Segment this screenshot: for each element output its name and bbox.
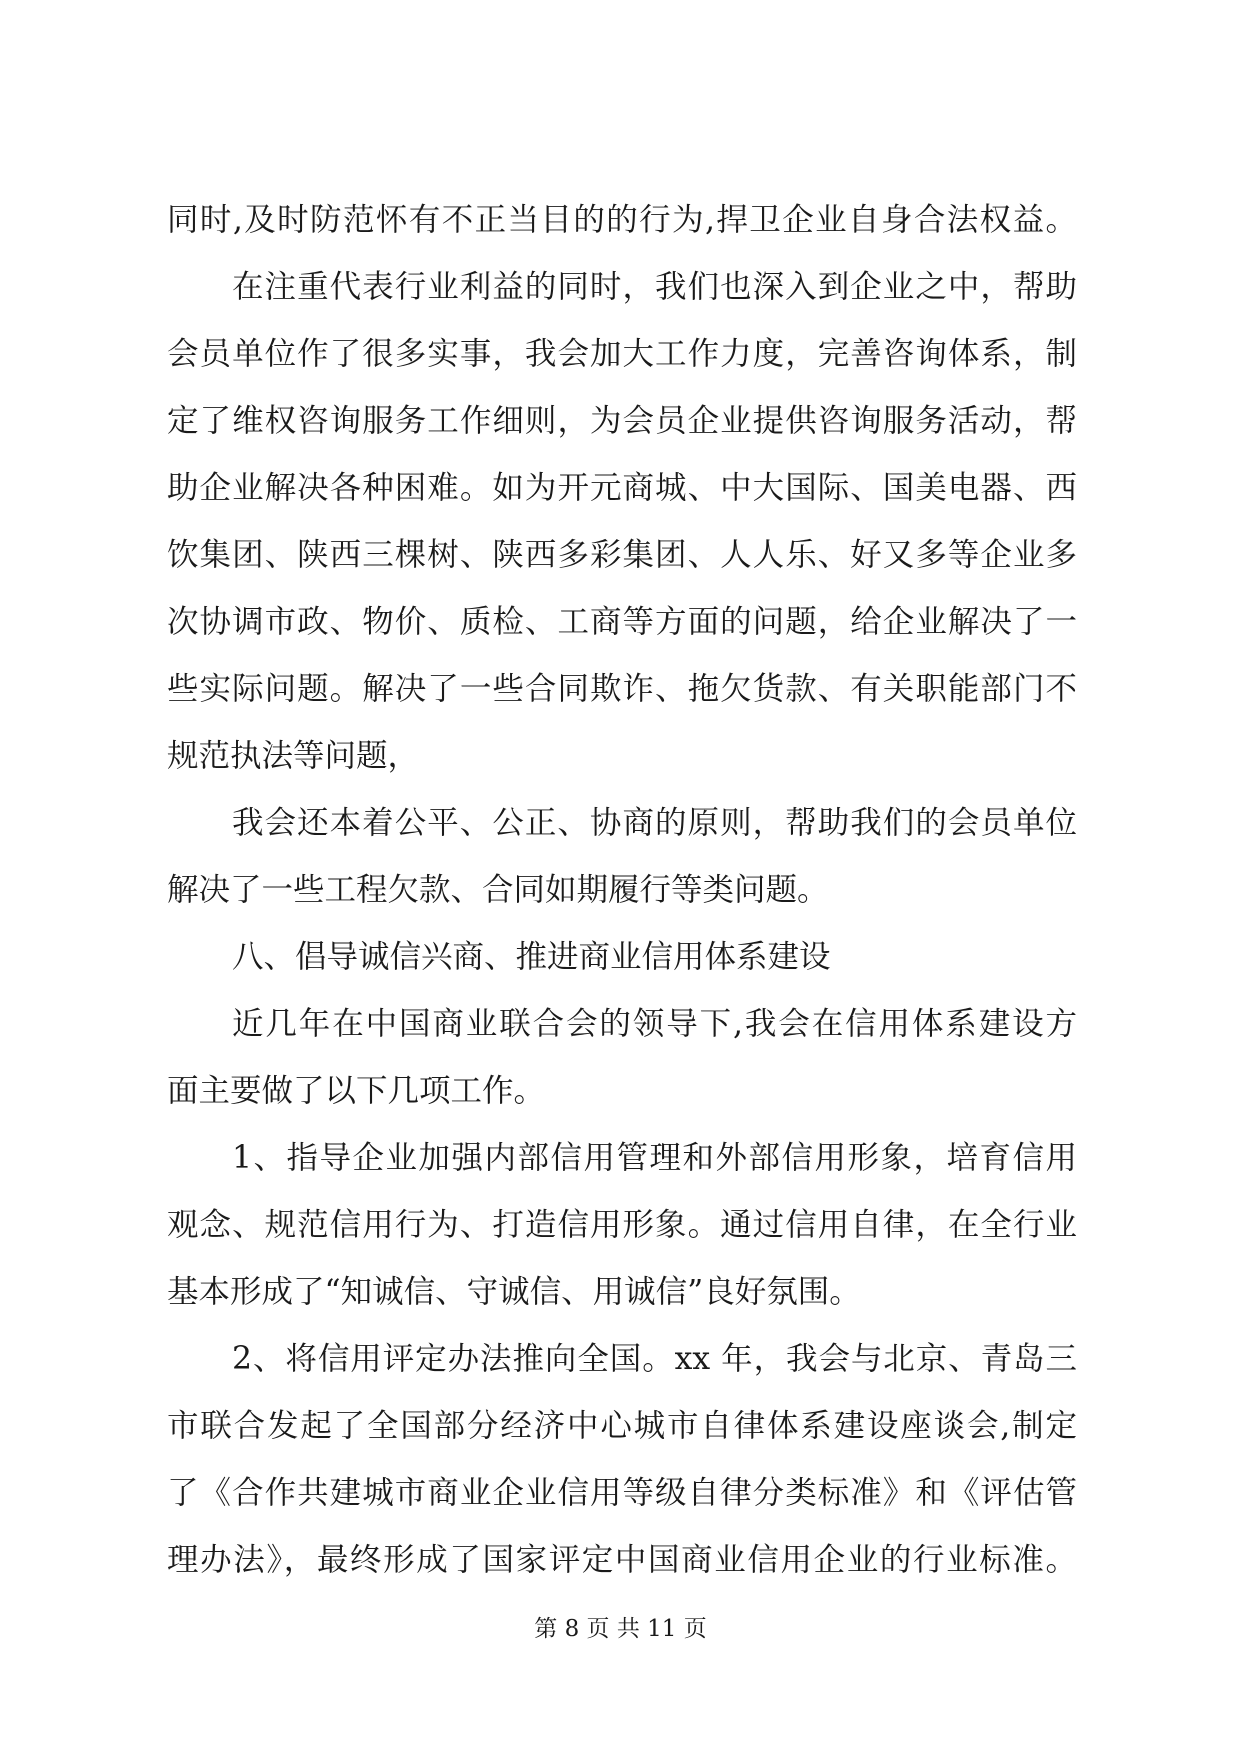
text-line: 会员单位作了很多实事，我会加大工作力度，完善咨询体系，制 <box>167 336 1077 372</box>
text-line: 次协调市政、物价、质检、工商等方面的问题，给企业解决了一 <box>167 604 1077 640</box>
page-footer: 第 8 页 共 11 页 <box>534 1616 707 1642</box>
text-line: 同时,及时防范怀有不正当目的的行为,捍卫企业自身合法权益。 <box>167 202 1077 238</box>
text-line: 2、将信用评定办法推向全国。xx 年，我会与北京、青岛三 <box>232 1341 1077 1377</box>
text-line: 面主要做了以下几项工作。 <box>167 1073 546 1109</box>
text-line: 助企业解决各种困难。如为开元商城、中大国际、国美电器、西 <box>167 470 1077 506</box>
text-line: 近几年在中国商业联合会的领导下,我会在信用体系建设方 <box>232 1006 1077 1042</box>
text-line: 些实际问题。解决了一些合同欺诈、拖欠货款、有关职能部门不 <box>167 671 1077 707</box>
text-line: 解决了一些工程欠款、合同如期履行等类问题。 <box>167 872 829 908</box>
text-line: 饮集团、陕西三棵树、陕西多彩集团、人人乐、好又多等企业多 <box>167 537 1077 573</box>
text-line: 在注重代表行业利益的同时，我们也深入到企业之中，帮助 <box>232 269 1077 305</box>
section-heading: 八、倡导诚信兴商、推进商业信用体系建设 <box>232 939 831 975</box>
text-line: 基本形成了“知诚信、守诚信、用诚信”良好氛围。 <box>167 1274 861 1310</box>
text-line: 观念、规范信用行为、打造信用形象。通过信用自律，在全行业 <box>167 1207 1077 1243</box>
text-line: 规范执法等问题， <box>167 738 420 774</box>
text-line: 我会还本着公平、公正、协商的原则，帮助我们的会员单位 <box>232 805 1077 841</box>
text-line: 市联合发起了全国部分经济中心城市自律体系建设座谈会,制定 <box>167 1408 1077 1444</box>
text-line: 1、指导企业加强内部信用管理和外部信用形象，培育信用 <box>232 1140 1077 1176</box>
text-line: 理办法》，最终形成了国家评定中国商业信用企业的行业标准。 <box>167 1542 1077 1578</box>
text-line: 了《合作共建城市商业企业信用等级自律分类标准》和《评估管 <box>167 1475 1077 1511</box>
text-line: 定了维权咨询服务工作细则，为会员企业提供咨询服务活动，帮 <box>167 403 1077 439</box>
